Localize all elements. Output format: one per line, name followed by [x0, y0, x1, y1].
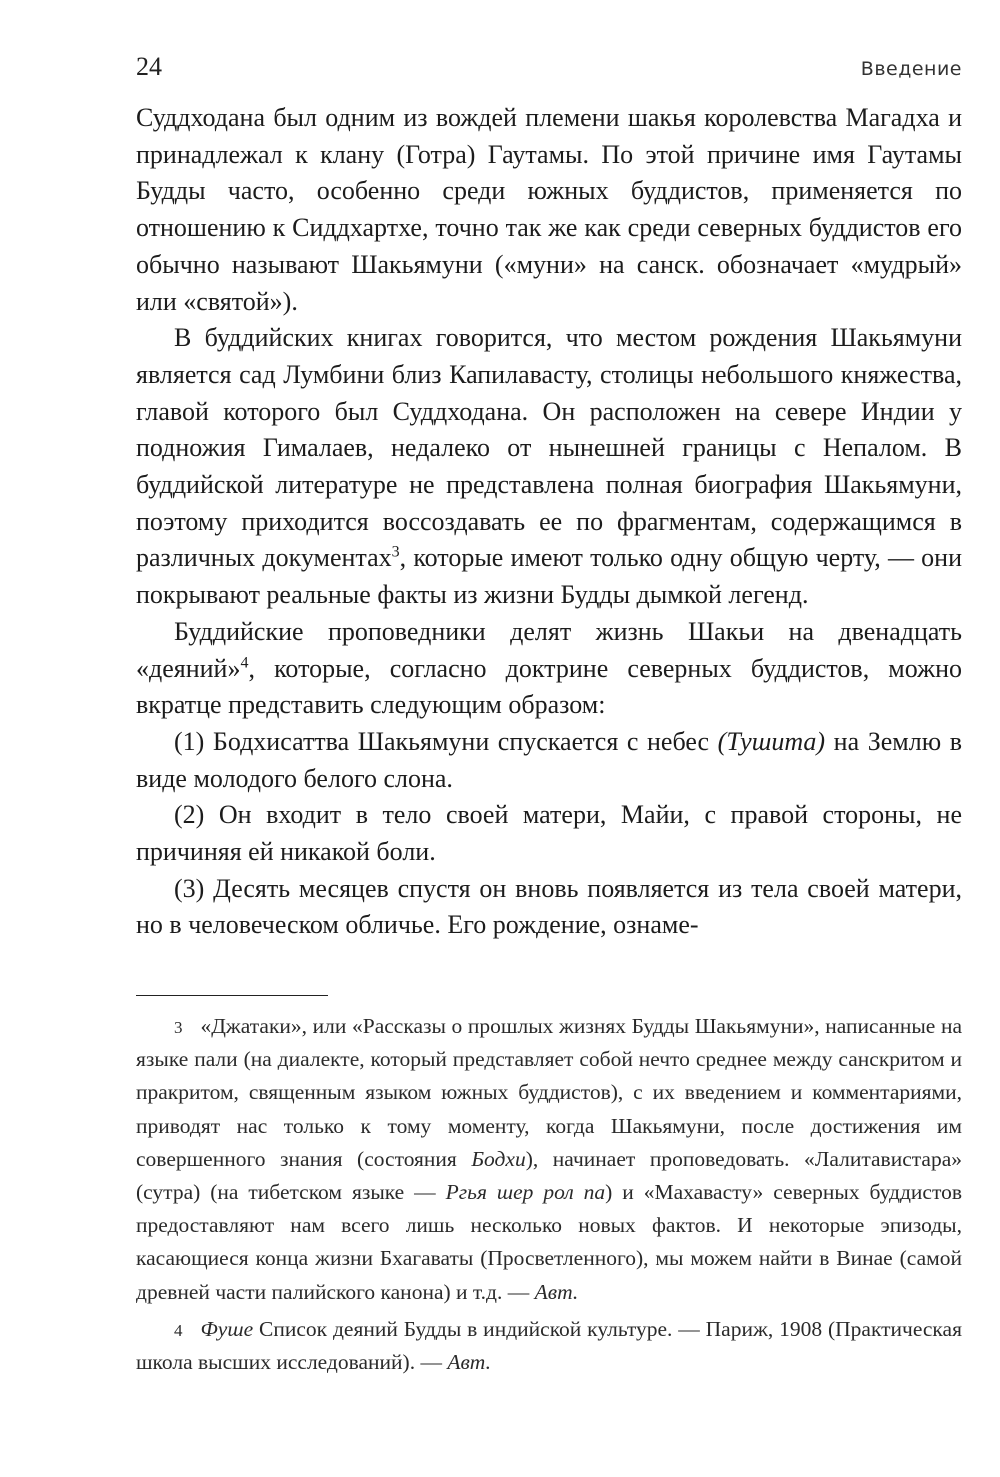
paragraph: [136, 871, 962, 944]
running-head: Введение: [860, 58, 962, 80]
paragraph-text: , которые имеют только одну общую черту, — они покрывают реальные факты из жизни Будды дымкой легенд.: [136, 543, 962, 610]
paragraph-text: (2) Он входит в тело своей матери, Майи, с правой стороны, не причиняя ей никакой боли.: [136, 800, 962, 867]
paragraph-text: (1) Бодхисаттва Шакьямуни спускается с небес: [174, 726, 718, 756]
author-mark: Авт.: [447, 1350, 491, 1375]
footnote-ref[interactable]: 3: [391, 543, 400, 561]
paragraph: [136, 320, 962, 614]
footnote-number: 4: [174, 1320, 183, 1340]
footnote-number: 3: [174, 1018, 183, 1037]
footnote-4: [136, 1313, 962, 1379]
italic-term: Ргья шер рол па: [445, 1180, 606, 1205]
author-mark: Авт.: [534, 1279, 579, 1304]
footnote-ref[interactable]: 4: [240, 653, 249, 671]
paragraph-text: Суддходана был одним из вождей племени шакья королевства Магадха и принадлежал к клану (Готра) Гаутамы. По этой причине имя Гаутамы Будды часто, особенно среди южных буддистов, применяется по отношению к Сиддхартхе, точно так же как среди северных буддистов его обычно называют Шакьямуни («муни» на санск. обозначает «мудрый» или «святой»).: [136, 103, 962, 316]
footnote-divider: [136, 995, 328, 996]
paragraph-text: , которые, согласно доктрине северных буддистов, можно вкратце представить следующим образом:: [136, 653, 962, 720]
italic-term: (Тушита): [717, 726, 826, 756]
footnote-3: [136, 1010, 962, 1309]
paragraph: [136, 100, 962, 320]
footnote-text: Список деяний Будды в индийской культуре. — Париж, 1908 (Практическая школа высших исследований). —: [136, 1316, 962, 1375]
main-text: [136, 100, 962, 944]
paragraph-text: (3) Десять месяцев спустя он вновь появляется из тела своей матери, но в человеческом обличье. Его рождение, ознаме-: [136, 873, 962, 940]
italic-term: Фуше: [200, 1316, 254, 1341]
footnote-text: ), начинает проповедовать. «Лалитавистара» (сутра) (на тибетском языке —: [136, 1146, 962, 1205]
paragraph: [136, 724, 962, 797]
footnote-text: «Джатаки», или «Рассказы о прошлых жизнях Будды Шакьямуни», написанные на языке пали (на диалекте, который представляет собой нечто среднее между санскритом и пракритом, священным языком южных буддистов), с их введением и комментариями, приводят нас только к тому моменту, когда Шакьямуни, после достижения им совершенного знания (состояния: [136, 1014, 962, 1171]
paragraph-text: Буддийские проповедники делят жизнь Шакьи на двенадцать «деяний»: [136, 616, 962, 683]
paragraph-text: на Землю в виде молодого белого слона.: [136, 726, 962, 793]
footnote-text: ) и «Махавасту» северных буддистов предоставляют нам всего лишь несколько новых фактов. И некоторые эпизоды, касающиеся конца жизни Бхагаваты (Просветленного), мы можем найти в Винае (самой древней части палийского канона) и т.д. —: [136, 1180, 962, 1304]
paragraph: [136, 797, 962, 870]
page-number: 24: [136, 52, 162, 81]
paragraph-text: В буддийских книгах говорится, что местом рождения Шакьямуни является сад Лумбини близ Капилавасту, столицы небольшого княжества, главой которого был Суддходана. Он расположен на севере Индии у подножия Гималаев, недалеко от нынешней границы с Непалом. В буддийской литературе не представлена полная биография Шакьямуни, поэтому приходится воссоздавать ее по фрагментам, содержащимся в различных документах: [136, 323, 962, 573]
footnotes: [136, 1010, 962, 1379]
italic-term: Бодхи: [471, 1146, 526, 1171]
paragraph: [136, 614, 962, 724]
